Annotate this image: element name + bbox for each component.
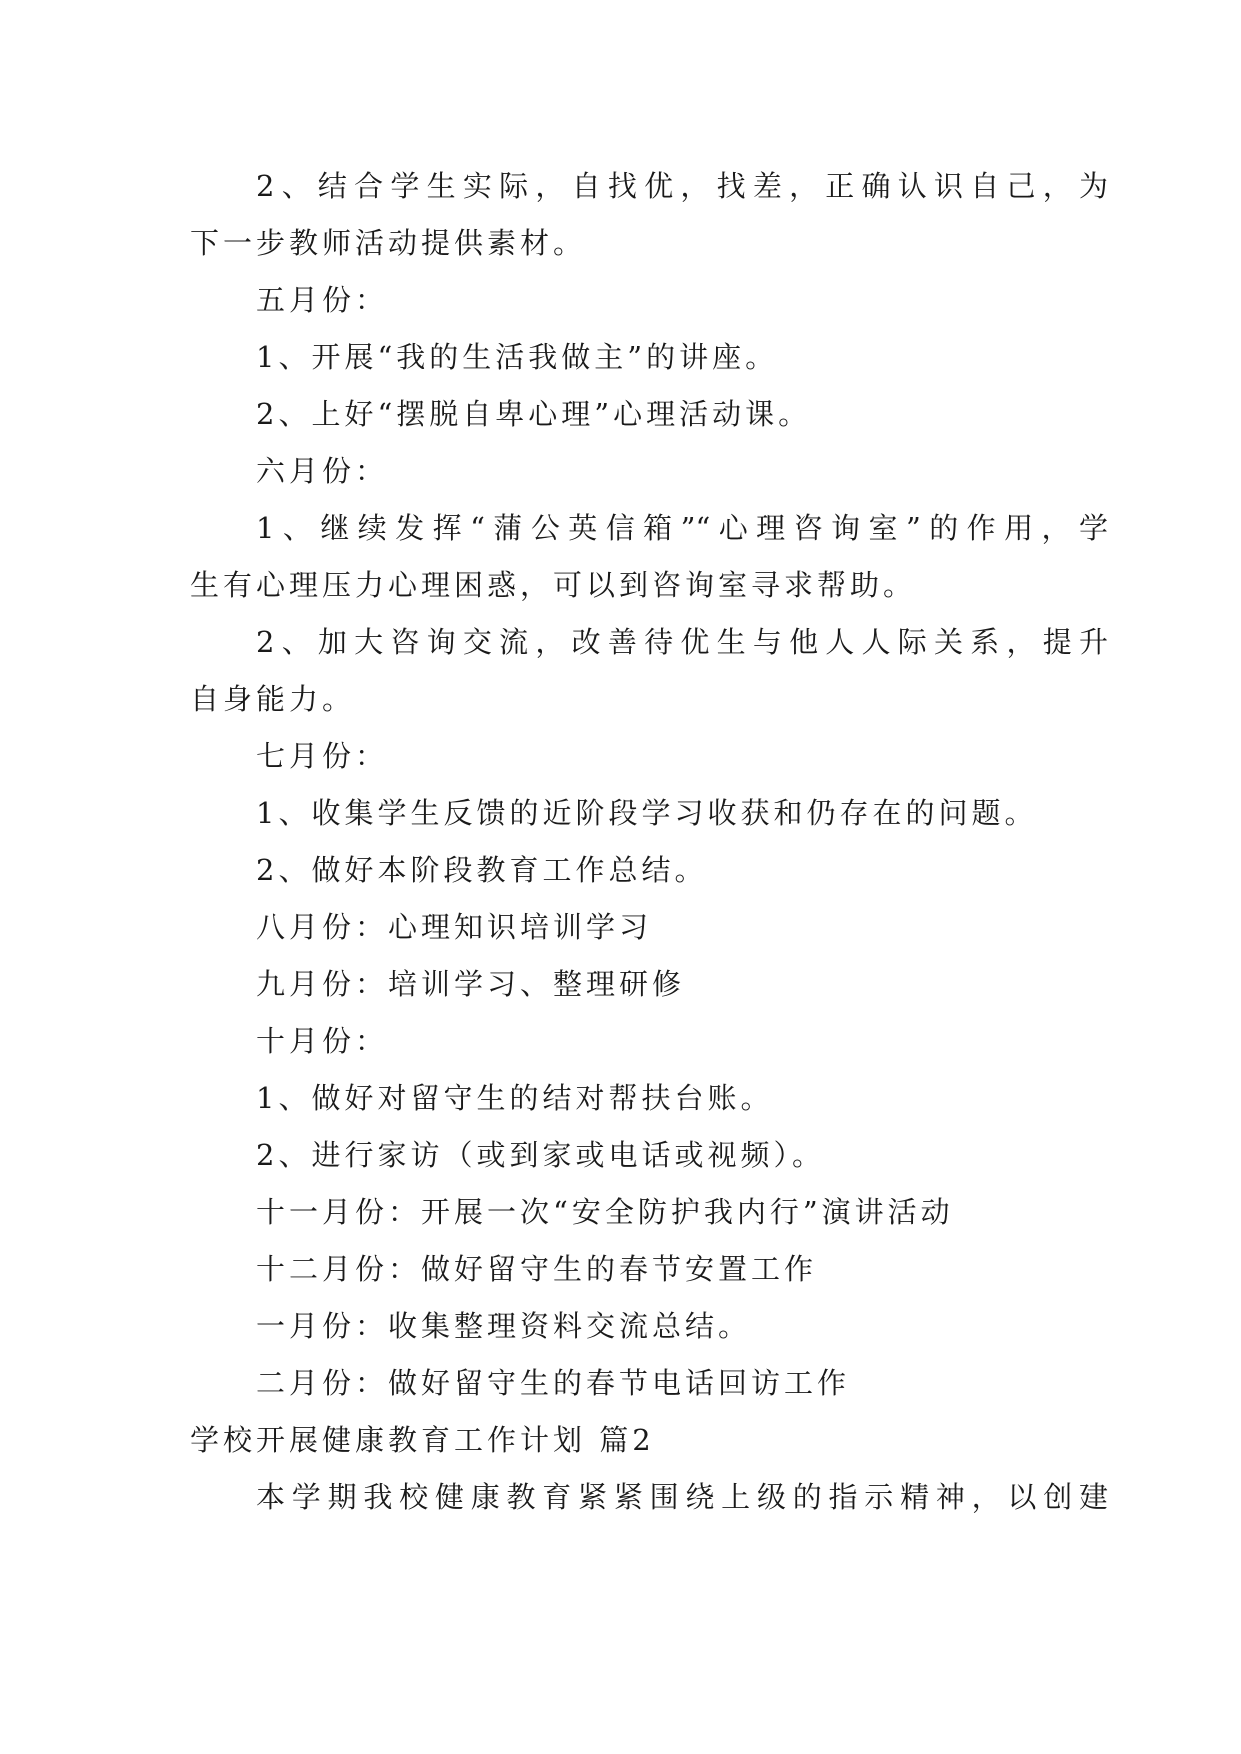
section-heading: 十一月份：开展一次“安全防护我内行”演讲活动 bbox=[256, 1195, 954, 1229]
paragraph-line: 生有心理压力心理困惑，可以到咨询室寻求帮助。 bbox=[190, 568, 917, 602]
paragraph-line: 本学期我校健康教育紧紧围绕上级的指示精神，以创建 bbox=[256, 1480, 1108, 1514]
paragraph-line: 2、加大咨询交流，改善待优生与他人人际关系，提升 bbox=[256, 625, 1108, 659]
document-title: 学校开展健康教育工作计划 篇2 bbox=[190, 1423, 655, 1457]
list-item: 1、做好对留守生的结对帮扶台账。 bbox=[256, 1081, 774, 1115]
section-heading: 十月份： bbox=[256, 1024, 389, 1058]
paragraph-line: 1、继续发挥“蒲公英信箱”“心理咨询室”的作用，学 bbox=[256, 511, 1108, 545]
paragraph-line: 2、结合学生实际，自找优，找差，正确认识自己，为 bbox=[256, 169, 1108, 203]
list-item: 2、做好本阶段教育工作总结。 bbox=[256, 853, 708, 887]
list-item: 2、上好“摆脱自卑心理”心理活动课。 bbox=[256, 397, 812, 431]
section-heading: 六月份： bbox=[256, 454, 389, 488]
paragraph-line: 自身能力。 bbox=[190, 682, 356, 716]
section-heading: 九月份：培训学习、整理研修 bbox=[256, 967, 686, 1001]
section-heading: 十二月份：做好留守生的春节安置工作 bbox=[256, 1252, 818, 1286]
list-item: 1、收集学生反馈的近阶段学习收获和仍存在的问题。 bbox=[256, 796, 1038, 830]
section-heading: 一月份：收集整理资料交流总结。 bbox=[256, 1309, 752, 1343]
section-heading: 八月份：心理知识培训学习 bbox=[256, 910, 653, 944]
section-heading: 七月份： bbox=[256, 739, 389, 773]
list-item: 2、进行家访（或到家或电话或视频）。 bbox=[256, 1138, 825, 1172]
section-heading: 五月份： bbox=[256, 283, 389, 317]
list-item: 1、开展“我的生活我做主”的讲座。 bbox=[256, 340, 779, 374]
section-heading: 二月份：做好留守生的春节电话回访工作 bbox=[256, 1366, 851, 1400]
paragraph-line: 下一步教师活动提供素材。 bbox=[190, 226, 587, 260]
